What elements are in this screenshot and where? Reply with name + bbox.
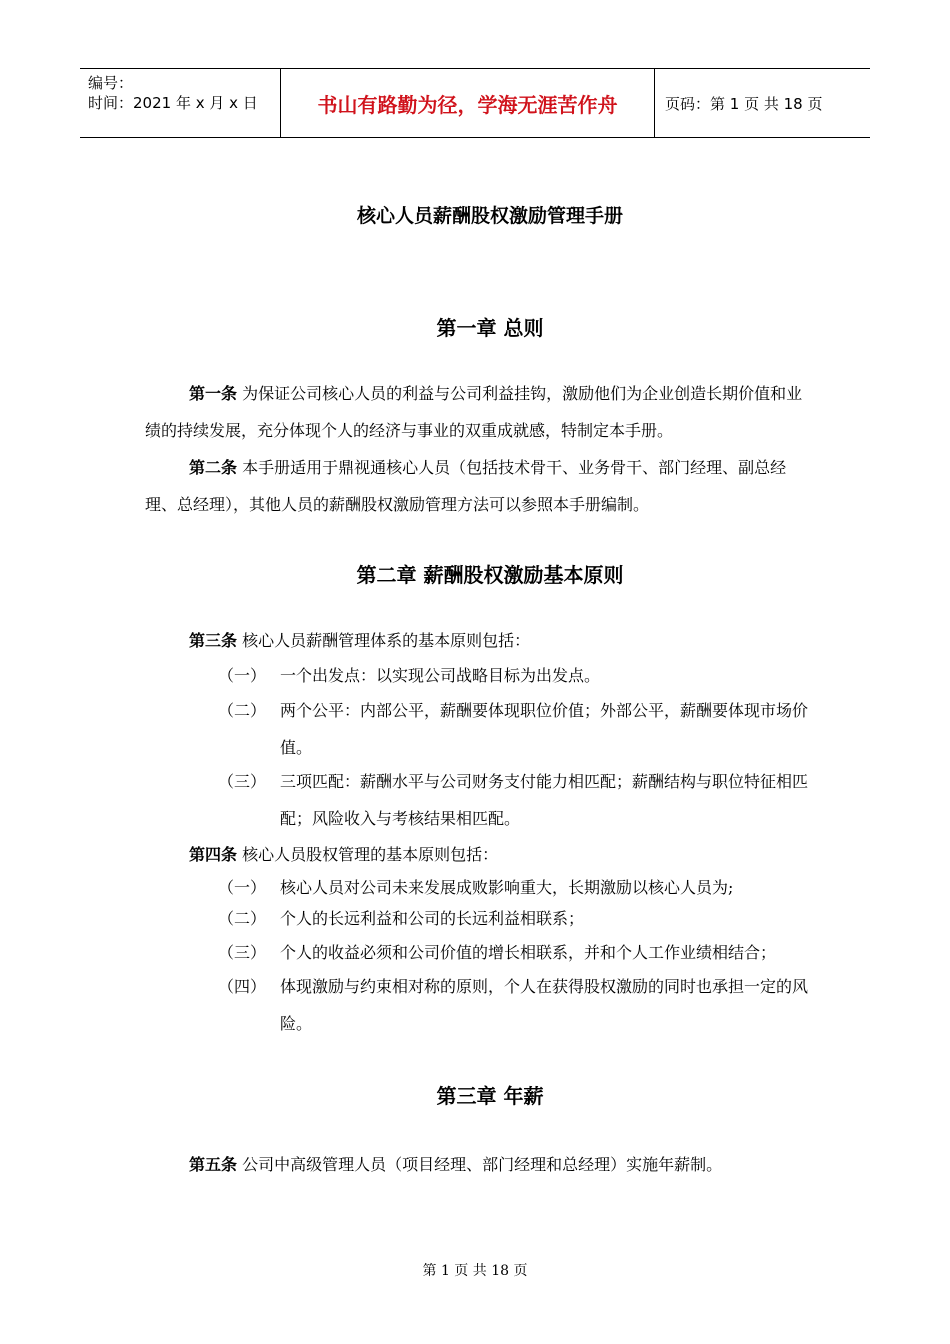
article-4-item (145, 968, 810, 1042)
item-text: 一个出发点：以实现公司战略目标为出发点。 (280, 666, 601, 685)
page-header (80, 68, 870, 138)
item-number: （三） (218, 943, 267, 962)
article-5 (145, 1146, 810, 1183)
chapter-2-heading: 第二章 薪酬股权激励基本原则 (356, 563, 624, 587)
article-4-item (145, 900, 810, 937)
header-time-label: 时间：2021 年 x 月 x 日 (88, 94, 258, 112)
item-number: （三） (218, 772, 267, 791)
item-text: 个人的收益必须和公司价值的增长相联系，并和个人工作业绩相结合； (280, 943, 777, 962)
article-1-text: 为保证公司核心人员的利益与公司利益挂钩，激励他们为企业创造长期价值和业绩的持续发展，充分体现个人的经济与事业的双重成就感，特制定本手册。 (145, 384, 803, 440)
item-number: （四） (218, 977, 267, 996)
header-code-label: 编号： (88, 74, 134, 92)
item-number: （二） (218, 701, 267, 720)
header-motto: 书山有路勤为径，学海无涯苦作舟 (280, 69, 655, 137)
chapter-1-heading: 第一章 总则 (436, 316, 544, 340)
item-text: 体现激励与约束相对称的原则，个人在获得股权激励的同时也承担一定的风险。 (280, 977, 809, 1033)
article-3-item (145, 657, 810, 694)
article-5-text: 公司中高级管理人员（项目经理、部门经理和总经理）实施年薪制。 (237, 1155, 723, 1174)
item-number: （一） (218, 878, 267, 897)
article-4-lead: 第四条 (189, 845, 238, 864)
article-2-lead: 第二条 (189, 458, 238, 477)
article-4-text: 核心人员股权管理的基本原则包括： (237, 845, 499, 864)
header-page-info: 页码：第 1 页 共 18 页 (665, 94, 823, 113)
item-number: （一） (218, 666, 267, 685)
article-1-lead: 第一条 (189, 384, 238, 403)
article-4 (145, 836, 810, 873)
item-text: 核心人员对公司未来发展成败影响重大，长期激励以核心人员为; (280, 878, 734, 897)
article-5-lead: 第五条 (189, 1155, 238, 1174)
article-3-text: 核心人员薪酬管理体系的基本原则包括： (237, 631, 531, 650)
article-1 (145, 375, 810, 449)
article-3-item (145, 763, 810, 837)
document-title: 核心人员薪酬股权激励管理手册 (356, 205, 623, 227)
item-text: 两个公平：内部公平，薪酬要体现职位价值；外部公平，薪酬要体现市场价值。 (280, 701, 809, 757)
chapter-3-heading: 第三章 年薪 (436, 1084, 544, 1108)
article-4-item (145, 934, 810, 971)
article-2 (145, 449, 810, 523)
article-3-lead: 第三条 (189, 631, 238, 650)
item-text: 个人的长远利益和公司的长远利益相联系； (280, 909, 585, 928)
page-footer: 第 1 页 共 18 页 (422, 1263, 528, 1279)
item-text: 三项匹配：薪酬水平与公司财务支付能力相匹配；薪酬结构与职位特征相匹配；风险收入与考核结果相匹配。 (280, 772, 809, 828)
header-meta (80, 69, 280, 137)
article-3 (145, 622, 810, 659)
article-3-item (145, 692, 810, 766)
item-number: （二） (218, 909, 267, 928)
article-2-text: 本手册适用于鼎视通核心人员（包括技术骨干、业务骨干、部门经理、副总经理、总经理），其他人员的薪酬股权激励管理方法可以参照本手册编制。 (145, 458, 787, 514)
